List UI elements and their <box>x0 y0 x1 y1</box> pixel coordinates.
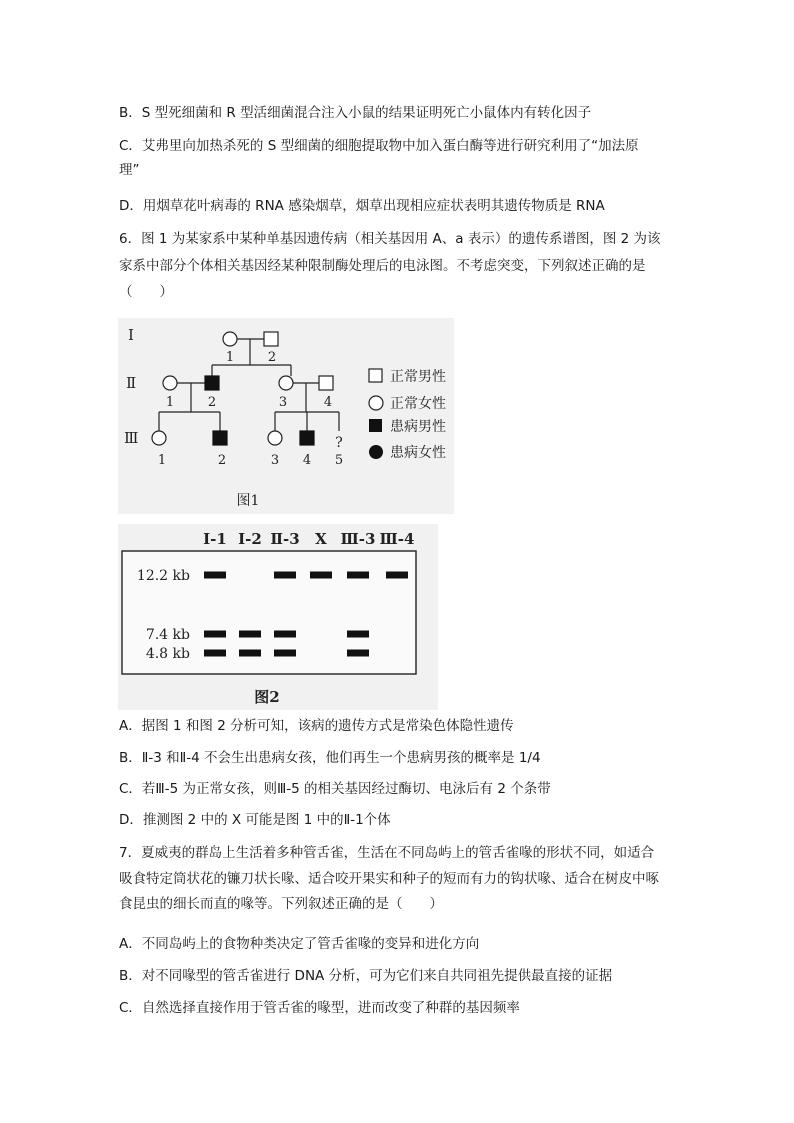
band-size-label: 7.4 kb <box>145 627 190 643</box>
gel-band <box>204 650 226 657</box>
generation-label-3: Ⅲ <box>124 429 139 447</box>
legend-normal-male-label: 正常男性 <box>390 369 446 385</box>
q7-option-a: A．不同岛屿上的食物种类决定了管舌雀喙的变异和进化方向 <box>119 936 480 952</box>
legend-normal-female-label: 正常女性 <box>390 396 446 412</box>
q6-stem-line3: （ ） <box>119 284 173 300</box>
generation-label-2: Ⅱ <box>126 374 137 392</box>
electrophoresis-figure <box>118 524 438 710</box>
pedigree-III3-normal-female <box>268 431 282 445</box>
individual-number: 3 <box>278 395 288 410</box>
q5-option-d: D．用烟草花叶病毒的 RNA 感染烟草，烟草出现相应症状表明其遗传物质是 RNA <box>119 198 605 214</box>
lane-label: Ⅰ-2 <box>238 530 262 548</box>
pedigree-I2-normal-male <box>264 332 278 346</box>
lane-label: X <box>315 530 327 548</box>
gel-band <box>386 572 408 579</box>
gel-band <box>204 631 226 638</box>
legend-affected-female-symbol <box>369 445 383 459</box>
gel-band <box>274 631 296 638</box>
individual-number: 1 <box>225 350 235 365</box>
pedigree-III1-normal-female <box>152 431 166 445</box>
figure1-caption: 图1 <box>236 493 260 509</box>
lane-label: Ⅰ-1 <box>203 530 227 548</box>
individual-number: 2 <box>267 350 277 365</box>
q5-option-c-line2: 理” <box>119 162 140 178</box>
q7-option-c: C．自然选择直接作用于管舌雀的喙型，进而改变了种群的基因频率 <box>119 1000 520 1016</box>
individual-number: 2 <box>217 453 227 468</box>
figure2-caption: 图2 <box>254 688 280 706</box>
q6-stem-line1: 6．图 1 为某家系中某种单基因遗传病（相关基因用 A、a 表示）的遗传系谱图，图 2 为该 <box>119 231 661 247</box>
gel-band <box>347 650 369 657</box>
pedigree-II2-affected-male <box>205 376 219 390</box>
q7-stem-line1: 7．夏威夷的群岛上生活着多种管舌雀，生活在不同岛屿上的管舌雀喙的形状不同，如适合 <box>119 845 655 861</box>
gel-band <box>347 572 369 579</box>
legend-normal-female-symbol <box>369 396 383 410</box>
pedigree-II1-normal-female <box>163 376 177 390</box>
gel-band <box>347 631 369 638</box>
gel-band <box>239 650 261 657</box>
individual-number: 4 <box>302 453 312 468</box>
pedigree-figure <box>118 318 454 514</box>
legend-affected-female-label: 患病女性 <box>390 445 446 461</box>
gel-band <box>239 631 261 638</box>
pedigree-II3-normal-female <box>279 376 293 390</box>
gel-band <box>274 650 296 657</box>
q6-option-c: C．若Ⅲ-5 为正常女孩，则Ⅲ-5 的相关基因经过酶切、电泳后有 2 个条带 <box>119 781 551 797</box>
q6-option-b: B．Ⅱ-3 和Ⅱ-4 不会生出患病女孩，他们再生一个患病男孩的概率是 1/4 <box>119 750 541 766</box>
gel-band <box>310 572 332 579</box>
lane-label: Ⅱ-3 <box>270 530 300 548</box>
pedigree-II4-normal-male <box>319 376 333 390</box>
legend-affected-male-label: 患病男性 <box>390 419 446 435</box>
gel-band <box>274 572 296 579</box>
generation-label-1: Ⅰ <box>128 326 134 344</box>
q6-option-d: D．推测图 2 中的 X 可能是图 1 中的Ⅱ-1个体 <box>119 812 391 828</box>
q7-stem-line3: 食昆虫的细长而直的喙等。下列叙述正确的是（ ） <box>119 896 443 912</box>
individual-number: 2 <box>207 395 217 410</box>
pedigree-III2-affected-male <box>213 431 227 445</box>
individual-number: 1 <box>157 453 167 468</box>
legend-normal-male-symbol <box>369 369 382 382</box>
pedigree-III4-affected-male <box>300 431 314 445</box>
individual-number: 3 <box>270 453 280 468</box>
individual-number: 1 <box>165 395 175 410</box>
lane-label: Ⅲ-3 <box>340 530 376 548</box>
individual-number: 5 <box>334 453 344 468</box>
q6-stem-line2: 家系中部分个体相关基因经某种限制酶处理后的电泳图。不考虑突变，下列叙述正确的是 <box>119 258 646 274</box>
q5-option-b: B．S 型死细菌和 R 型活细菌混合注入小鼠的结果证明死亡小鼠体内有转化因子 <box>119 105 592 121</box>
q6-option-a: A．据图 1 和图 2 分析可知，该病的遗传方式是常染色体隐性遗传 <box>119 718 514 734</box>
lane-label: Ⅲ-4 <box>379 530 415 548</box>
legend-affected-male-symbol <box>369 419 382 432</box>
gel-band <box>204 572 226 579</box>
individual-number: 4 <box>323 395 333 410</box>
q5-option-c-line1: C．艾弗里向加热杀死的 S 型细菌的细胞提取物中加入蛋白酶等进行研究利用了“加法原 <box>119 138 639 154</box>
band-size-label: 4.8 kb <box>145 646 190 662</box>
band-size-label: 12.2 kb <box>136 568 190 584</box>
q7-stem-line2: 吸食特定筒状花的镰刀状长喙、适合咬开果实和种子的短而有力的钩状喙、适合在树皮中啄 <box>119 871 659 887</box>
q7-option-b: B．对不同喙型的管舌雀进行 DNA 分析，可为它们来自共同祖先提供最直接的证据 <box>119 968 613 984</box>
pedigree-I1-normal-female <box>223 332 237 346</box>
pedigree-III5-unknown-mark: ? <box>335 435 343 451</box>
